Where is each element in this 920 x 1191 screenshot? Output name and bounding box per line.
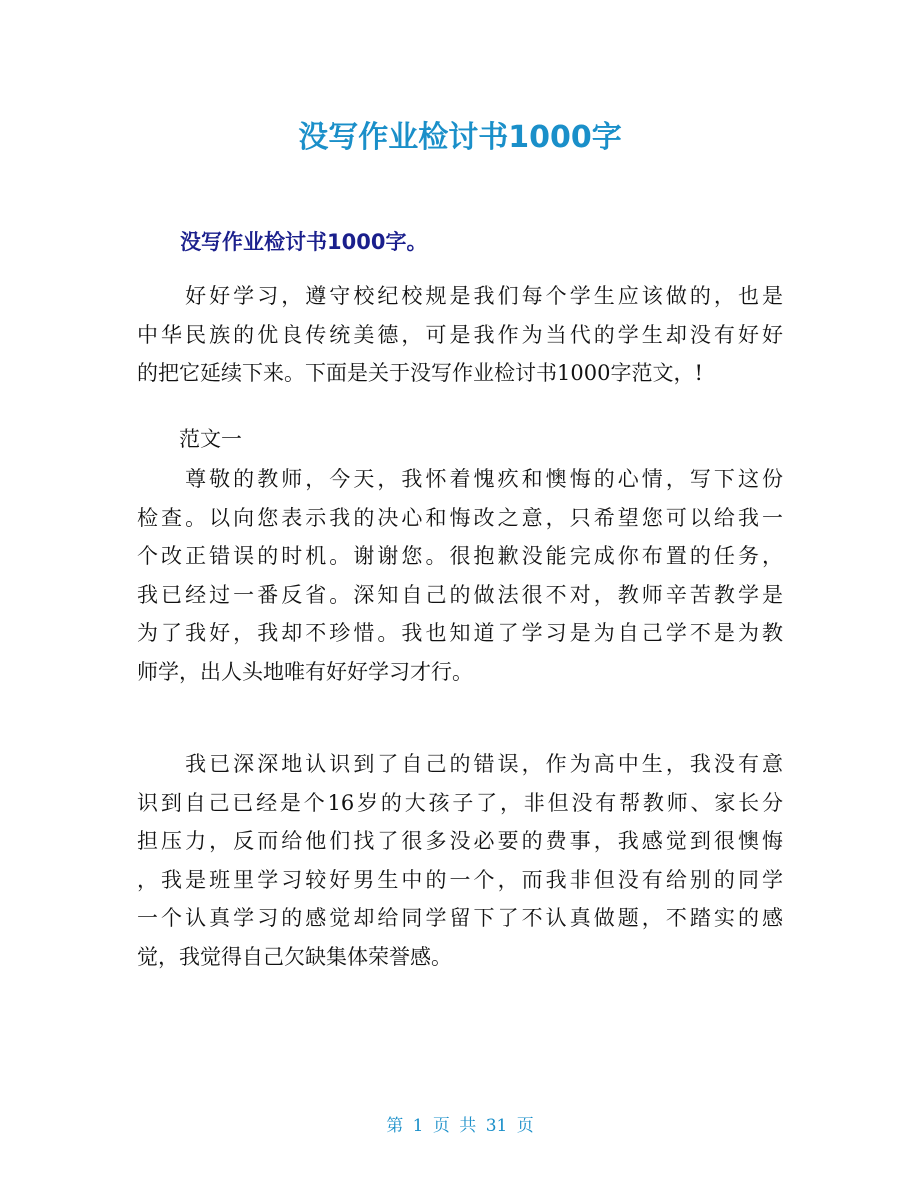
paragraph-line: ，我是班里学习较好男生中的一个，而我非但没有给别的同学 xyxy=(137,867,783,892)
page-number-footer: 第 1 页 共 31 页 xyxy=(386,1116,534,1136)
paragraph-body-2 xyxy=(137,745,783,976)
paragraph-line: 好好学习，遵守校纪校规是我们每个学生应该做的，也是 xyxy=(137,284,783,308)
paragraph-line: 我已经过一番反省。深知自己的做法很不对，教师辛苦教学是 xyxy=(137,582,783,607)
paragraph-line: 范文一 xyxy=(137,427,242,451)
paragraph-line: 担压力，反而给他们找了很多没必要的费事，我感觉到很懊悔 xyxy=(137,829,783,853)
paragraph-line: 的把它延续下来。下面是关于没写作业检讨书1000字范文，! xyxy=(137,361,703,385)
paragraph-line: 识到自己已经是个16岁的大孩子了，非但没有帮教师、家长分 xyxy=(137,790,783,815)
paragraph-line: 尊敬的教师，今天，我怀着愧疚和懊悔的心情，写下这份 xyxy=(137,467,783,491)
paragraph-line: 为了我好，我却不珍惜。我也知道了学习是为自己学不是为教 xyxy=(137,621,783,645)
paragraph-line: 觉，我觉得自己欠缺集体荣誉感。 xyxy=(137,944,452,969)
paragraph-section-label xyxy=(137,420,783,459)
paragraph-body-1 xyxy=(137,460,783,691)
paragraph-intro xyxy=(137,277,783,393)
paragraph-line: 一个认真学习的感觉却给同学留下了不认真做题，不踏实的感 xyxy=(137,906,783,930)
paragraph-line: 个改正错误的时机。谢谢您。很抱歉没能完成你布置的任务， xyxy=(137,544,783,568)
document-title: 没写作业检讨书1000字 xyxy=(298,120,622,155)
paragraph-line: 中华民族的优良传统美德，可是我作为当代的学生却没有好好 xyxy=(137,322,783,347)
document-subheading: 没写作业检讨书1000字。 xyxy=(180,230,428,254)
paragraph-line: 检查。以向您表示我的决心和悔改之意，只希望您可以给我一 xyxy=(137,505,783,530)
paragraph-line: 我已深深地认识到了自己的错误，作为高中生，我没有意 xyxy=(137,752,783,776)
paragraph-line: 师学，出人头地唯有好好学习才行。 xyxy=(137,659,473,684)
